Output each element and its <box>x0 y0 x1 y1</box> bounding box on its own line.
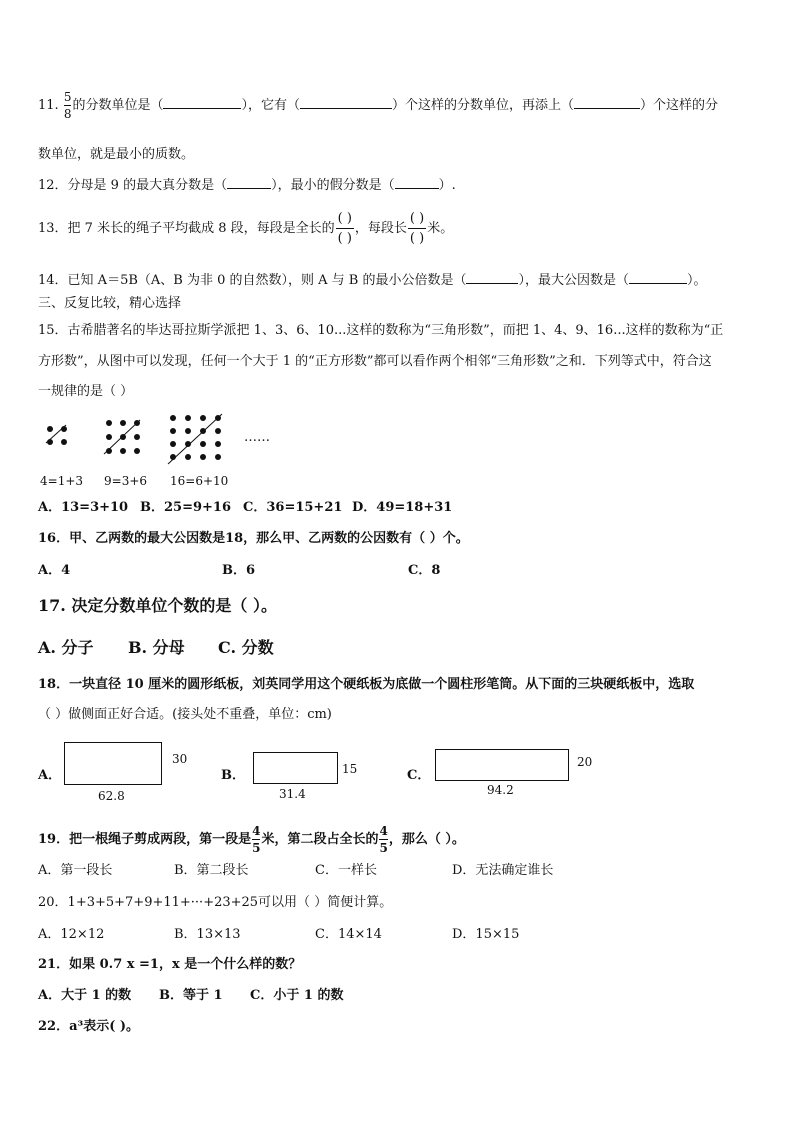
question-11-cont: 数单位，就是最小的质数。 <box>38 147 195 162</box>
question-19-options <box>38 862 553 880</box>
answer-blank[interactable] <box>629 271 687 284</box>
option-c[interactable]: C．8 <box>408 563 441 578</box>
option-b[interactable]: B．等于 1 <box>159 988 223 1003</box>
option-b[interactable]: B．25=9+16 <box>140 500 232 515</box>
option-a[interactable]: A．4 <box>38 563 71 578</box>
fraction-blank[interactable]: $\frac{( )}{( )}$ <box>337 211 352 246</box>
option-b[interactable]: B． <box>221 768 245 783</box>
option-b[interactable]: B．第二段长 <box>174 863 249 878</box>
option-d[interactable]: D．15×15 <box>452 927 520 942</box>
question-number: 11. <box>38 98 59 113</box>
question-16: 16．甲、乙两数的最大公因数是18，那么甲、乙两数的公因数有（ ）个。 <box>38 531 469 546</box>
question-21: 21．如果 0.7 x =1，x 是一个什么样的数？ <box>38 957 302 972</box>
answer-blank[interactable] <box>574 96 640 109</box>
answer-blank[interactable] <box>163 96 241 109</box>
question-15-options <box>38 499 452 517</box>
answer-blank[interactable] <box>300 96 392 109</box>
question-21-options <box>38 987 343 1005</box>
answer-blank[interactable] <box>395 176 439 189</box>
question-16-options <box>38 562 440 580</box>
rectangle-b[interactable] <box>253 752 338 784</box>
rectangle-a[interactable] <box>64 742 162 785</box>
option-c[interactable]: C．一样长 <box>315 863 377 878</box>
option-c[interactable]: C． <box>407 768 431 783</box>
option-d[interactable]: D．无法确定谁长 <box>452 863 554 878</box>
question-17: 17. 决定分数单位个数的是（ ）。 <box>38 596 277 615</box>
option-c[interactable]: C．36=15+21 <box>243 500 343 515</box>
question-18-line2: （ ）做侧面正好合适。(接头处不重叠，单位：cm) <box>38 707 332 722</box>
question-12: 12．分母是 9 的最大真分数是（ ），最小的假分数是（ ）. <box>38 178 456 193</box>
answer-blank[interactable] <box>227 176 271 189</box>
fraction-blank[interactable]: $\frac{( )}{( )}$ <box>409 211 425 246</box>
question-20-options <box>38 926 519 944</box>
option-a[interactable]: A．大于 1 的数 <box>38 988 132 1003</box>
option-b[interactable]: B．6 <box>222 563 256 578</box>
question-18-line1: 18．一块直径 10 厘米的圆形纸板，刘英同学用这个硬纸板为底做一个圆柱形笔筒。从下面的三块硬纸板中，选取 <box>38 677 695 692</box>
question-22: 22．a³表示( )。 <box>38 1019 140 1034</box>
question-20: 20．1+3+5+7+9+11+···+23+25可以用（ ）简便计算。 <box>38 895 393 910</box>
option-a[interactable]: A．12×12 <box>38 927 105 942</box>
fraction: $\frac{4}{5}$ <box>379 824 388 855</box>
rectangle-c[interactable] <box>435 749 569 781</box>
answer-blank[interactable] <box>466 271 518 284</box>
option-c[interactable]: C. 分数 <box>218 638 274 657</box>
option-a[interactable]: A．第一段长 <box>38 863 113 878</box>
option-a[interactable]: A．13=3+10 <box>38 500 129 515</box>
option-a[interactable]: A． <box>38 768 62 783</box>
option-a[interactable]: A. 分子 <box>38 638 94 657</box>
question-15-line2: 方形数”，从图中可以发现，任何一个大于 1 的“正方形数”都可以看作两个相邻“三角形数”之和．下列等式中，符合这 <box>38 354 712 369</box>
question-17-options <box>38 639 274 657</box>
option-d[interactable]: D．49=18+31 <box>352 500 453 515</box>
fraction: $\frac{5}{8}$ <box>63 90 72 121</box>
option-c[interactable]: C．14×14 <box>315 927 382 942</box>
fraction: $\frac{4}{5}$ <box>252 824 261 855</box>
option-b[interactable]: B．13×13 <box>174 927 241 942</box>
question-19: 19．把一根绳子剪成两段，第一段是 $\frac{4}{5}$ 米，第二段占全长的 $\frac{4}{5}$ ，那么（ ）。 <box>38 824 465 855</box>
question-13: 13．把 7 米长的绳子平均截成 8 段，每段是全长的 $\frac{( )}{( )}$ ，每段长 $\frac{( )}{( )}$ 米。 <box>38 211 454 246</box>
option-b[interactable]: B. 分母 <box>128 638 185 657</box>
option-c[interactable]: C．小于 1 的数 <box>250 988 344 1003</box>
section-heading: 三、反复比较，精心选择 <box>38 296 182 311</box>
question-15-line3: 一规律的是（ ） <box>38 384 134 399</box>
question-11: 11. $\frac{5}{8}$ 的分数单位是（ ），它有（ ）个这样的分数单位，再添上（ ）个这样的分 <box>38 90 719 121</box>
question-14: 14．已知 A＝5B（A、B 为非 0 的自然数），则 A 与 B 的最小公倍数是（ ），最大公因数是（ ）。 <box>38 273 707 288</box>
question-15-line1: 15．古希腊著名的毕达哥拉斯学派把 1、3、6、10...这样的数称为“三角形数”，而把 1、4、9、16...这样的数称为“正 <box>38 323 724 338</box>
